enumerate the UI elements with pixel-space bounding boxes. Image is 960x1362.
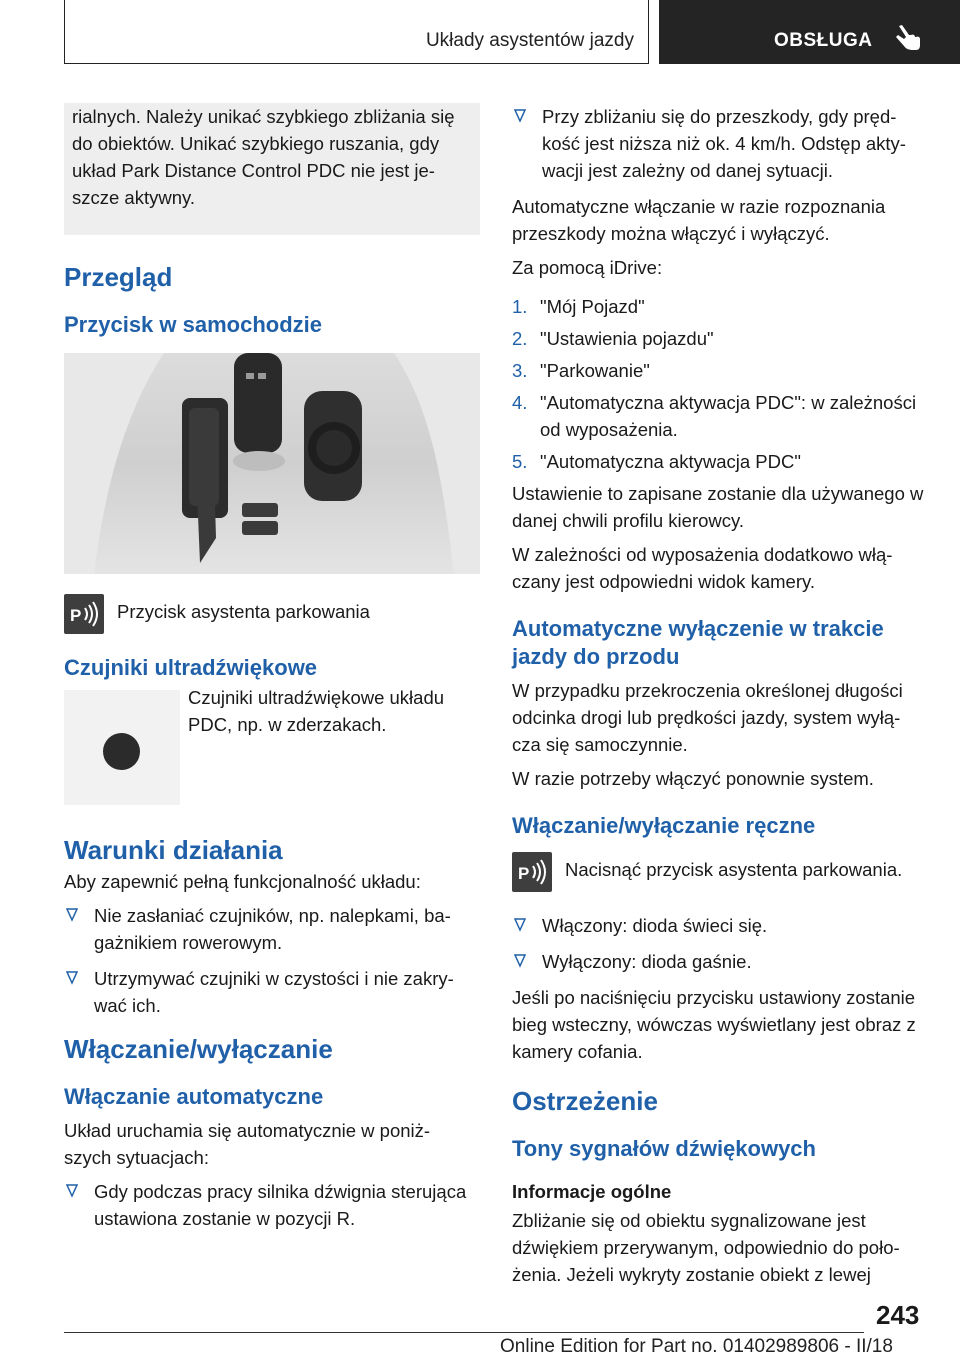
right-column bbox=[512, 103, 928, 1295]
heading-overview: Przegląd bbox=[64, 262, 173, 292]
list-item: 1. "Mój Pojazd" bbox=[512, 296, 645, 317]
manual-legend bbox=[512, 852, 928, 892]
heading-auto-off: Automatyczne wyłączenie w trakcie jazdy do przodu bbox=[512, 616, 884, 669]
auto-list bbox=[64, 1178, 480, 1232]
parking-assist-button-icon bbox=[64, 594, 104, 634]
auto-toggle-text: Automatyczne włączanie w razie rozpoznania przeszkody można włączyć i wyłączyć. bbox=[512, 196, 886, 244]
ultrasonic-sensor-image bbox=[64, 690, 180, 805]
list-item: Gdy podczas pracy silnika dźwignia sterująca ustawiona zostanie w pozycji R. bbox=[64, 1178, 480, 1232]
heading-sensors: Czujniki ultradźwiękowe bbox=[64, 655, 318, 680]
auto-list-continued bbox=[512, 103, 928, 184]
triangle-bullet-icon bbox=[66, 1184, 78, 1198]
heading-tones: Tony sygnałów dźwiękowych bbox=[512, 1136, 816, 1161]
center-console-illustration bbox=[64, 353, 480, 574]
footer-edition: Online Edition for Part no. 01402989806 - II/18 bbox=[500, 1336, 893, 1357]
triangle-bullet-icon bbox=[514, 109, 526, 123]
parking-assist-button-icon bbox=[512, 852, 552, 892]
header-chapter-label: OBSŁUGA bbox=[774, 30, 873, 51]
heading-general-info: Informacje ogólne bbox=[512, 1181, 672, 1202]
camera-text: W zależności od wyposażenia dodatkowo włą‐ czany jest odpowiedni widok kamery. bbox=[512, 544, 893, 592]
conditions-intro: Aby zapewnić pełną funkcjonalność układu: bbox=[64, 871, 421, 892]
triangle-bullet-icon bbox=[66, 908, 78, 922]
header-section-box bbox=[64, 0, 649, 64]
list-item: Utrzymywać czujniki w czystości i nie zakry‐ wać ich. bbox=[64, 965, 480, 1019]
auto-intro: Układ uruchamia się automatycznie w poniż‐ szych sytuacjach: bbox=[64, 1120, 431, 1168]
center-console-photo bbox=[64, 353, 480, 574]
heading-conditions: Warunki działania bbox=[64, 835, 283, 865]
heading-auto-on: Włączanie automatyczne bbox=[64, 1084, 324, 1109]
svg-text:P: P bbox=[70, 606, 82, 625]
list-item: Włączony: dioda świeci się. bbox=[512, 912, 928, 939]
heading-warning: Ostrzeżenie bbox=[512, 1086, 658, 1116]
triangle-bullet-icon bbox=[66, 971, 78, 985]
list-item: Wyłączony: dioda gaśnie. bbox=[512, 948, 928, 975]
manual-list bbox=[512, 912, 928, 975]
list-item: 4. "Automatyczna aktywacja PDC": w zależności od wyposażenia. bbox=[512, 392, 917, 440]
reverse-text: Jeśli po naciśnięciu przycisku ustawiony zostanie bieg wsteczny, wówczas wyświetlany jest obraz z kamery cofania. bbox=[512, 987, 916, 1062]
sensors-text: Czujniki ultradźwiękowe układu PDC, np. w zderzakach. bbox=[188, 687, 445, 735]
idrive-steps bbox=[512, 293, 928, 475]
triangle-bullet-icon bbox=[514, 954, 526, 968]
general-text: Zbliżanie się od obiektu sygnalizowane jest dźwiękiem przerywanym, odpowiednio do poło‐ żenia. Jeżeli wykryty zostanie obiekt z lewej bbox=[512, 1210, 900, 1285]
footer-divider bbox=[64, 1332, 864, 1333]
manual-text: Nacisnąć przycisk asystenta parkowania. bbox=[565, 859, 903, 880]
heading-manual: Włączanie/wyłączanie ręczne bbox=[512, 813, 816, 838]
button-caption: Przycisk asystenta parkowania bbox=[117, 601, 370, 622]
page-number: 243 bbox=[876, 1300, 920, 1330]
list-item: 3. "Parkowanie" bbox=[512, 360, 650, 381]
warning-text: rialnych. Należy unikać szybkiego zbliżania się do obiektów. Unikać szybkiego ruszania, gdy układ Park Distance Control PDC nie jest je‐ szcze aktywny. bbox=[72, 106, 455, 208]
list-item: 2. "Ustawienia pojazdu" bbox=[512, 328, 714, 349]
idrive-intro: Za pomocą iDrive: bbox=[512, 257, 663, 278]
heading-on-off: Włączanie/wyłączanie bbox=[64, 1034, 333, 1064]
list-item: 5. "Automatyczna aktywacja PDC" bbox=[512, 451, 801, 472]
sensor-dot-icon bbox=[103, 733, 140, 770]
triangle-bullet-icon bbox=[514, 918, 526, 932]
list-item: Przy zbliżaniu się do przeszkody, gdy pręd‐ kość jest niższa niż ok. 4 km/h. Odstęp akty‐ wacji jest zależny od danej sytuacji. bbox=[512, 103, 928, 184]
list-item: Nie zasłaniać czujników, np. nalepkami, ba‐ gażnikiem rowerowym. bbox=[64, 902, 480, 956]
svg-text:P: P bbox=[518, 864, 530, 883]
auto-off-text: W przypadku przekroczenia określonej długości odcinka drogi lub prędkości jazdy, system wyłą‐ cza się samoczynnie. bbox=[512, 680, 903, 755]
reenable-text: W razie potrzeby włączyć ponownie system. bbox=[512, 768, 874, 789]
header-chapter-tab bbox=[659, 0, 960, 64]
header-section-title: Układy asystentów jazdy bbox=[425, 30, 634, 51]
warning-box bbox=[64, 103, 480, 235]
left-column bbox=[64, 103, 480, 1241]
sensors-block bbox=[64, 688, 480, 806]
hand-pointer-icon bbox=[895, 24, 921, 52]
conditions-list bbox=[64, 902, 480, 1019]
button-legend bbox=[64, 594, 480, 634]
profile-text: Ustawienie to zapisane zostanie dla używanego w danej chwili profilu kierowcy. bbox=[512, 483, 924, 531]
heading-button-in-car: Przycisk w samochodzie bbox=[64, 312, 322, 337]
